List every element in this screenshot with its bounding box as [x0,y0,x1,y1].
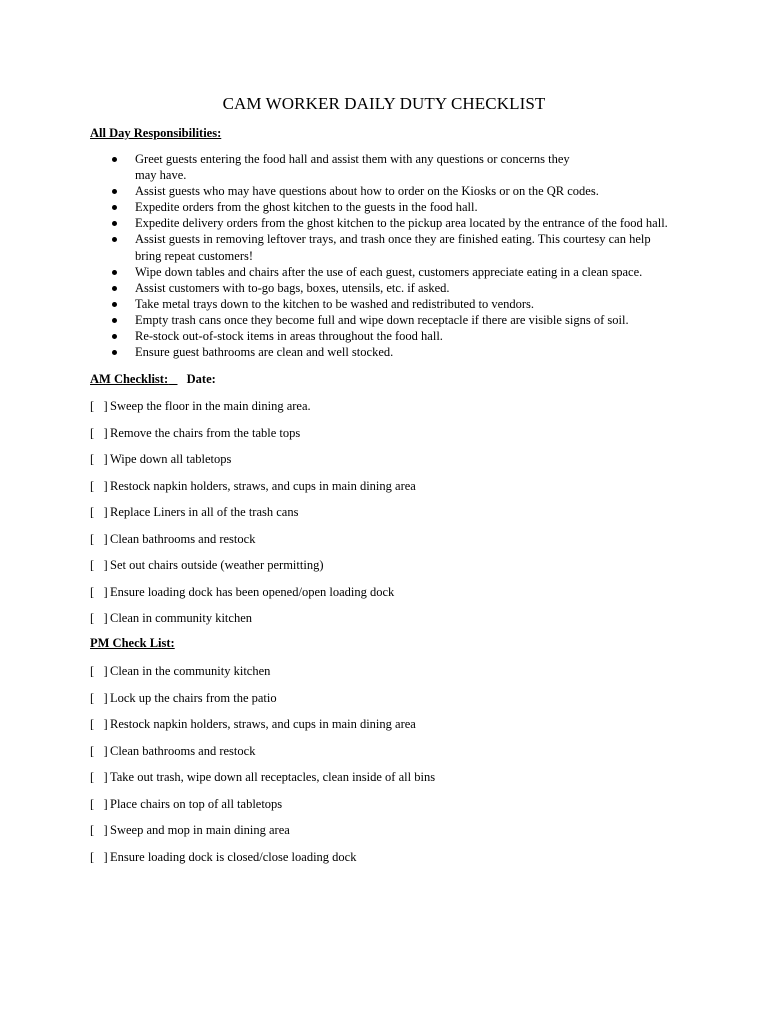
checklist-item[interactable] [90,769,435,796]
checklist-item[interactable] [90,849,435,876]
list-item [90,199,690,215]
list-item [90,151,690,183]
bullet-icon [112,286,117,291]
checklist-item-text: Restock napkin holders, straws, and cups in main dining area [110,717,416,731]
checkbox-icon[interactable]: [ ] [90,531,108,546]
checkbox-icon[interactable]: [ ] [90,664,108,678]
list-item-text: Empty trash cans once they become full and wipe down receptacle if there are visible signs of soil. [135,312,629,327]
page-title: CAM WORKER DAILY DUTY CHECKLIST [222,94,546,113]
checkbox-icon[interactable]: [ ] [90,849,108,864]
pm-checklist [90,663,435,875]
checklist-item[interactable] [90,716,435,743]
list-item [90,231,690,263]
list-item-text: Greet guests entering the food hall and assist them with any questions or concerns they may have. [135,152,570,183]
checklist-item[interactable] [90,690,435,717]
list-item [90,296,690,312]
list-item [90,328,690,344]
checklist-item-text: Clean bathrooms and restock [110,743,256,758]
list-item-text: Take metal trays down to the kitchen to be washed and redistributed to vendors. [135,296,535,311]
list-item-text: Assist customers with to-go bags, boxes, utensils, etc. if asked. [135,280,450,295]
checklist-item[interactable] [90,663,435,690]
list-item [90,280,690,296]
checklist-item-text: Lock up the chairs from the patio [110,690,277,705]
checklist-item-text: Wipe down all tabletops [110,452,232,466]
checklist-item-text: Set out chairs outside (weather permitting) [110,558,324,572]
checkbox-icon[interactable]: [ ] [90,717,108,731]
pm-checklist-heading-label: PM Check List: [90,636,175,650]
checklist-item[interactable] [90,398,416,425]
checklist-item-text: Ensure loading dock is closed/close loading dock [110,849,357,864]
checkbox-icon[interactable]: [ ] [90,452,108,466]
checkbox-icon[interactable]: [ ] [90,611,108,625]
checklist-item[interactable] [90,451,416,478]
bullet-icon [112,350,117,355]
list-item [90,344,690,360]
list-item [90,312,690,328]
checkbox-icon[interactable]: [ ] [90,558,108,572]
checkbox-icon[interactable]: [ ] [90,478,108,493]
list-item-text: Wipe down tables and chairs after the use of each guest, customers appreciate eating in a clean space. [135,264,643,279]
pm-checklist-heading [90,636,175,651]
checkbox-icon[interactable]: [ ] [90,823,108,837]
checklist-item-text: Clean bathrooms and restock [110,531,256,546]
checklist-item[interactable] [90,531,416,558]
list-item-text: Expedite delivery orders from the ghost kitchen to the pickup area located by the entrance of the food hall. [135,216,668,231]
bullet-icon [112,270,117,275]
checklist-item[interactable] [90,796,435,823]
checklist-item[interactable] [90,743,435,770]
checklist-item[interactable] [90,478,416,505]
checkbox-icon[interactable]: [ ] [90,399,108,413]
checkbox-icon[interactable]: [ ] [90,505,108,519]
am-checklist-heading-label: AM Checklist: [90,372,169,386]
list-item-text: Assist guests in removing leftover trays, and trash once they are finished eating. This courtesy can help bring repeat customers! [135,232,651,263]
checkbox-icon[interactable]: [ ] [90,796,108,811]
all-day-heading-label: All Day Responsibilities: [90,126,222,140]
list-item-text: Assist guests who may have questions about how to order on the Kiosks or on the QR codes. [135,184,599,199]
am-checklist-heading [90,372,216,387]
am-checklist [90,398,416,637]
checklist-item[interactable] [90,504,416,531]
bullet-icon [112,221,117,226]
list-item-text: Ensure guest bathrooms are clean and well stocked. [135,345,394,360]
all-day-list [90,151,690,360]
bullet-icon [112,302,117,307]
checkbox-icon[interactable]: [ ] [90,690,108,705]
list-item [90,264,690,280]
checklist-item-text: Ensure loading dock has been opened/open loading dock [110,584,395,599]
checklist-item-text: Place chairs on top of all tabletops [110,796,283,811]
list-item [90,183,690,199]
bullet-icon [112,237,117,242]
checklist-item-text: Clean in the community kitchen [110,664,271,678]
list-item-text: Expedite orders from the ghost kitchen to the guests in the food hall. [135,200,478,215]
checklist-item-text: Sweep the floor in the main dining area. [110,399,311,413]
checklist-item-text: Sweep and mop in main dining area [110,823,290,837]
bullet-icon [112,189,117,194]
checklist-item[interactable] [90,822,435,849]
bullet-icon [112,318,117,323]
checkbox-icon[interactable]: [ ] [90,584,108,599]
checklist-item[interactable] [90,584,416,611]
checklist-item-text: Clean in community kitchen [110,611,252,625]
checklist-item[interactable] [90,557,416,584]
checkbox-icon[interactable]: [ ] [90,425,108,440]
checklist-item[interactable] [90,425,416,452]
list-item-text: Re-stock out-of-stock items in areas throughout the food hall. [135,329,443,344]
checklist-item-text: Restock napkin holders, straws, and cups in main dining area [110,478,416,493]
checkbox-icon[interactable]: [ ] [90,770,108,784]
checklist-item-text: Take out trash, wipe down all receptacles, clean inside of all bins [110,770,436,784]
list-item [90,215,690,231]
bullet-icon [112,205,117,210]
all-day-heading [90,126,221,141]
checklist-item-text: Remove the chairs from the table tops [110,425,301,440]
date-label: Date: [186,372,216,386]
bullet-icon [112,157,117,162]
checklist-item-text: Replace Liners in all of the trash cans [110,505,299,519]
checklist-item[interactable] [90,610,416,637]
bullet-icon [112,334,117,339]
checkbox-icon[interactable]: [ ] [90,743,108,758]
